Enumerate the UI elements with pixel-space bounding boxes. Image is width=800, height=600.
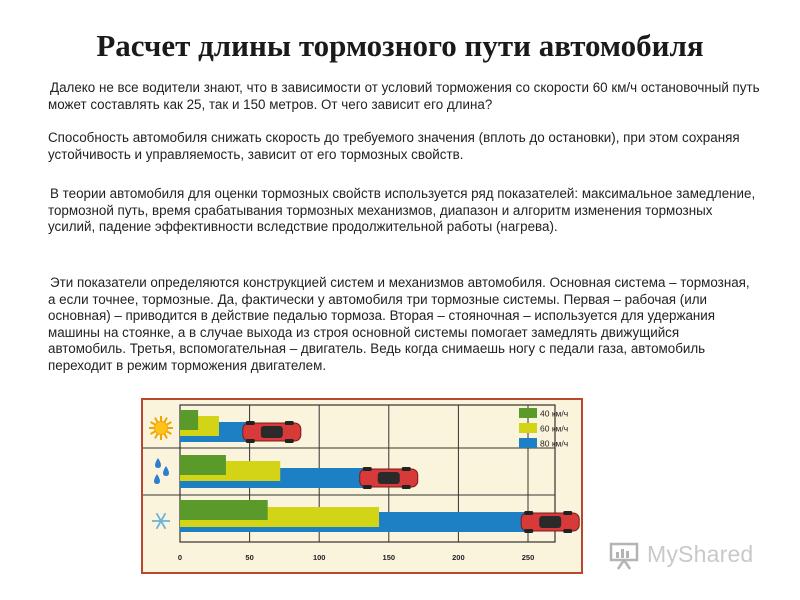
rain-drops-icon: [154, 458, 169, 484]
paragraph-braking-metrics: В теории автомобиля для оценки тормозных свойств используется ряд показателей: максимальное замедление, тормозной путь, время срабатывания тормозных механизмов, диапазон и алгоритм изменения тормозных усилий, падение эффективности вследствие продолжительной работы (нагрева).: [48, 186, 756, 234]
car-icon: [243, 421, 301, 443]
x-tick-label: 200: [452, 553, 465, 562]
car-icon: [360, 467, 418, 489]
x-tick-label: 50: [245, 553, 254, 562]
legend-swatch: [519, 408, 537, 418]
x-tick-label: 0: [177, 553, 183, 562]
bar-40kmh-dry: [180, 410, 198, 430]
car-icon: [521, 511, 579, 533]
paragraph-braking-ability: Способность автомобиля снижать скорость до требуемого значения (вплоть до остановки), при этом сохраняя устойчивость и управляемость, зависит от его тормозных свойств.: [48, 130, 740, 162]
sun-icon: [149, 416, 173, 440]
bar-40kmh-wet: [180, 455, 226, 475]
braking-distance-chart: [143, 400, 581, 572]
legend-label: 60 км/ч: [540, 423, 569, 434]
watermark: [607, 540, 777, 570]
paragraph-brake-systems: Эти показатели определяются конструкцией систем и механизмов автомобиля. Основная система – тормозная, а если точнее, тормозные. Да, фактически у автомобиля три тормозные системы. Первая – рабочая (или основная) – приводится в действие педалью тормоза. Вторая – стояночная – используется для удержания машины на стоянке, а в случае выхода из строя основной системы помогает замедлять движущийся автомобиль. Третья, вспомогательная – двигатель. Ведь когда снимаешь ногу с педали газа, автомобиль переходит в режим торможения двигателем.: [48, 275, 750, 373]
legend-label: 40 км/ч: [540, 408, 569, 419]
page-title: Расчет длины тормозного пути автомобиля: [96, 28, 704, 63]
x-tick-label: 150: [382, 553, 396, 562]
legend-swatch: [519, 423, 537, 433]
condition-icons: [149, 416, 173, 529]
snowflake-icon: [152, 513, 170, 529]
legend-label: 80 км/ч: [540, 438, 569, 449]
paragraph-intro: Далеко не все водители знают, что в зависимости от условий торможения со скорости 60 км/ч остановочный путь может составлять как 25, так и 150 метров. От чего зависит его длина?: [48, 80, 760, 112]
x-tick-label: 250: [521, 553, 535, 562]
legend-swatch: [519, 438, 537, 448]
bar-40kmh-ice: [180, 500, 268, 520]
x-tick-label: 100: [312, 553, 326, 562]
presentation-board-icon: [607, 540, 643, 570]
watermark-text: MyShared: [647, 541, 754, 567]
